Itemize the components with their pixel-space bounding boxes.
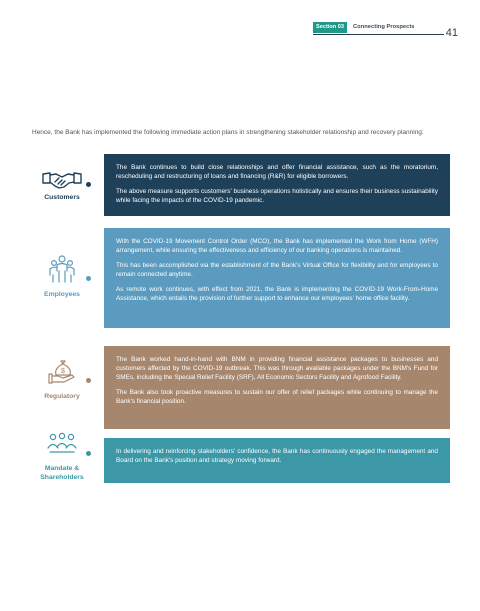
stakeholder-row-regulatory [32,346,450,429]
panel-paragraph: The Bank also took proactive measures to sustain our offer of relief packages while continuing to manage the Bank's financial position. [116,389,438,405]
stakeholder-row-customers [32,154,450,216]
connector-dot [86,182,91,187]
stakeholder-panel-regulatory [104,346,450,429]
svg-text:$: $ [61,368,65,375]
header-divider [313,34,444,35]
connector-dot [86,276,91,281]
panel-paragraph: As remote work continues, with effect from 2021, the Bank is implementing the COVID-19 Work-From-Home Assistance, which entails the provision of further support to enhance our employees' home office facility. [116,286,438,302]
money-bag-hand-icon [48,358,76,384]
intro-paragraph: Hence, the Bank has implemented the following immediate action plans in strengthening stakeholder relationship and recovery planning: [32,129,424,136]
page-header [0,0,480,50]
stakeholder-icon-column [32,346,92,429]
stakeholder-label: Regulatory [44,393,80,400]
panel-paragraph: The above measure supports customers' business operations holistically and ensures their business sustainability while facing the impacts of the COVID-19 pandemic. [116,188,438,204]
stakeholder-label: Mandate & Shareholders [40,465,84,481]
panel-paragraph: This has been accomplished via the establishment of the Bank's Virtual Office for flexibility and for employees to remain connected anytime. [116,262,438,278]
employees-icon [49,254,75,284]
stakeholder-label: Employees [44,291,80,298]
stakeholder-panel-employees [104,228,450,328]
section-title: Connecting Prospects [353,24,415,30]
stakeholder-icon-column [32,228,92,328]
stakeholder-row-mandate-shareholders [32,438,450,483]
stakeholder-row-employees [32,228,450,328]
panel-paragraph: The Bank continues to build close relationships and offer financial assistance, such as the moratorium, rescheduling and restructuring of loans and financing (R&R) for eligible borrowers. [116,164,438,180]
stakeholder-label: Customers [44,194,80,201]
panel-paragraph: With the COVID-19 Movement Control Order (MCO), the Bank has implemented the Work from Home (WFH) arrangement, while ensuring the effectiveness and efficiency of our banking operations is maintained. [116,238,438,254]
shareholders-icon [47,432,77,454]
stakeholder-icon-column [32,154,92,216]
page-number: 41 [445,27,458,39]
connector-dot [86,451,91,456]
stakeholder-panel-mandate-shareholders [104,438,450,483]
panel-paragraph: The Bank worked hand-in-hand with BNM in providing financial assistance packages to businesses and customers affected by the COVID-19 outbreak. This was through available packages under the BNM's Fund for SMEs, including the Special Relief Facility (SRF), All Economic Sectors Facility and Agrofood Facility. [116,356,438,381]
connector-dot [86,378,91,383]
handshake-icon [42,170,82,190]
stakeholder-icon-column [32,438,92,483]
stakeholder-panel-customers [104,154,450,216]
section-tag: Section 03 [313,22,347,33]
panel-paragraph: In delivering and reinforcing stakeholders' confidence, the Bank has continuously engaged the management and Board on the Bank's position and strategy moving forward. [116,448,438,464]
